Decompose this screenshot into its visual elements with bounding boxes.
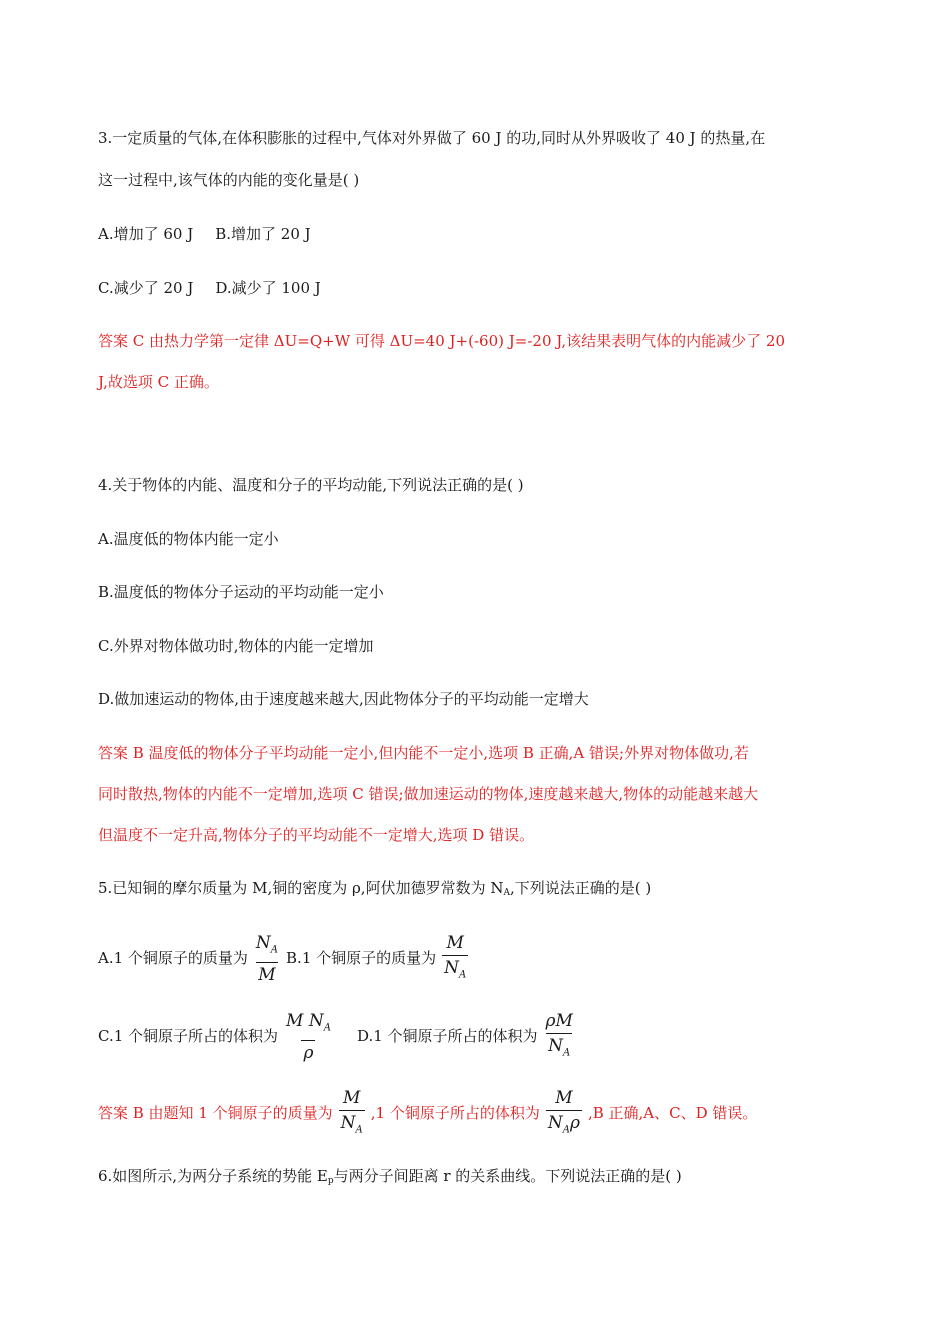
q5-answer-end: ,B 正确,A、C、D 错误。 — [587, 1104, 758, 1123]
fraction-denominator-tail: ρ — [569, 1113, 580, 1133]
q5-option-c-fraction — [284, 1011, 333, 1063]
q5-stem-tail: ,下列说法正确的是( ) — [509, 879, 652, 897]
q5-stem — [98, 878, 651, 903]
fraction-denominator: N — [548, 1036, 564, 1056]
fraction-numerator: ρM — [545, 1011, 573, 1031]
q5-option-d-fraction — [544, 1011, 575, 1063]
q5-option-b: B.1 个铜原子的质量为 — [286, 949, 437, 968]
q4-option-c: C.外界对物体做功时,物体的内能一定增加 — [98, 637, 374, 655]
q5-options-cd — [98, 1011, 581, 1063]
q3-option-c: C.减少了 20 J — [98, 279, 194, 297]
q3-answer-line1: 答案 C 由热力学第一定律 ΔU=Q+W 可得 ΔU=40 J+(-60) J=-20 J,该结果表明气体的内能减少了 20 — [98, 332, 786, 350]
fraction-denominator: M — [256, 962, 277, 985]
fraction-numerator: N — [255, 933, 271, 953]
q5-answer-fraction-1 — [339, 1088, 365, 1140]
fraction-subscript: A — [270, 944, 279, 956]
fraction-denominator: N — [547, 1113, 563, 1133]
q6-stem — [98, 1166, 682, 1191]
q3-stem-line1: 3.一定质量的气体,在体积膨胀的过程中,气体对外界做了 60 J 的功,同时从外界吸收了 40 J 的热量,在 — [98, 129, 766, 147]
fraction-denominator: N — [340, 1113, 356, 1133]
fraction-subscript: A — [459, 969, 467, 981]
q5-option-c: C.1 个铜原子所占的体积为 — [98, 1027, 279, 1046]
q3-options-cd — [98, 278, 321, 298]
q4-answer-line2: 同时散热,物体的内能不一定增加,选项 C 错误;做加速运动的物体,速度越来越大,物体的动能越来越大 — [98, 785, 759, 803]
q5-answer-mid: ,1 个铜原子所占的体积为 — [370, 1104, 540, 1123]
q5-option-d: D.1 个铜原子所占的体积为 — [356, 1027, 538, 1046]
q4-option-b: B.温度低的物体分子运动的平均动能一定小 — [98, 583, 384, 601]
q5-option-a-fraction — [254, 933, 280, 985]
q3-option-b: B.增加了 20 J — [215, 225, 311, 243]
fraction-subscript: A — [562, 1124, 570, 1136]
q3-answer-line2: J,故选项 C 正确。 — [98, 373, 219, 391]
fraction-denominator: ρ — [301, 1040, 315, 1063]
q4-answer-line3: 但温度不一定升高,物体分子的平均动能不一定增大,选项 D 错误。 — [98, 826, 535, 844]
q5-stem-text: 5.已知铜的摩尔质量为 M,铜的密度为 ρ,阿伏加德罗常数为 N — [98, 879, 504, 897]
q5-stem-subscript: A — [503, 888, 510, 898]
q4-option-d: D.做加速运动的物体,由于速度越来越大,因此物体分子的平均动能一定增大 — [98, 690, 589, 708]
fraction-subscript: A — [563, 1047, 571, 1059]
fraction-subscript: A — [323, 1022, 331, 1034]
fraction-numerator: M — [555, 1088, 573, 1108]
q4-option-a: A.温度低的物体内能一定小 — [98, 530, 279, 548]
q3-option-a: A.增加了 60 J — [98, 225, 194, 243]
fraction-numerator: M — [342, 1088, 361, 1108]
q5-answer — [98, 1088, 757, 1140]
q4-stem: 4.关于物体的内能、温度和分子的平均动能,下列说法正确的是( ) — [98, 476, 524, 494]
q5-option-a: A.1 个铜原子的质量为 — [98, 949, 248, 968]
q6-stem-tail: 与两分子间距离 r 的关系曲线。下列说法正确的是( ) — [333, 1167, 682, 1185]
q3-options-ab — [98, 224, 311, 244]
fraction-subscript: A — [355, 1124, 363, 1136]
q6-stem-subscript: p — [327, 1176, 334, 1186]
q3-stem-line2: 这一过程中,该气体的内能的变化量是( ) — [98, 171, 360, 189]
q5-answer-text: 答案 B 由题知 1 个铜原子的质量为 — [98, 1104, 333, 1123]
q3-option-d: D.减少了 100 J — [215, 279, 321, 297]
q5-option-b-fraction — [442, 933, 468, 985]
fraction-numerator: M N — [286, 1011, 324, 1031]
q4-answer-line1: 答案 B 温度低的物体分子平均动能一定小,但内能不一定小,选项 B 正确,A 错误;外界对物体做功,若 — [98, 744, 749, 762]
fraction-numerator: M — [446, 933, 464, 953]
fraction-denominator: N — [444, 958, 460, 978]
q6-stem-text: 6.如图所示,为两分子系统的势能 E — [98, 1167, 328, 1185]
q5-answer-fraction-2 — [546, 1088, 582, 1140]
q5-options-ab — [98, 933, 474, 985]
